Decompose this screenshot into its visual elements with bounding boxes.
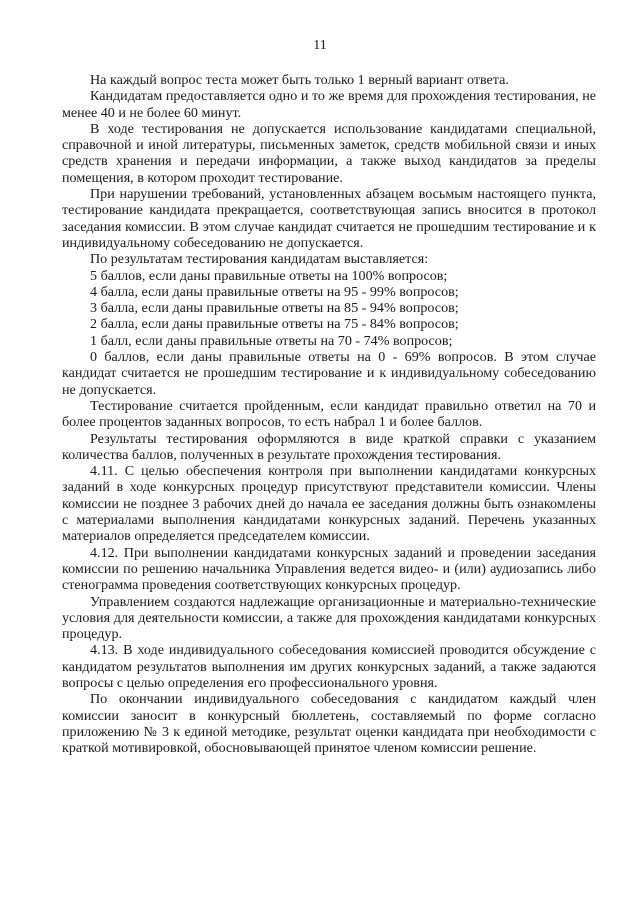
document-body xyxy=(62,72,596,756)
paragraph: По окончании индивидуального собеседования с кандидатом каждый член комиссии заносит в конкурсный бюллетень, составляемый по форме согласно приложению № 3 к единой методике, результат оценки кандидата при необходимости с краткой мотивировкой, обосновывающей принятое членом комиссии решение. xyxy=(62,691,596,757)
clause-4-13: 4.13. В ходе индивидуального собеседования комиссией проводится обсуждение с кандидатом результатов выполнения им других конкурсных заданий, а также задаются вопросы с целью определения его профессионального уровня. xyxy=(62,642,596,691)
score-item: 4 балла, если даны правильные ответы на 95 - 99% вопросов; xyxy=(90,283,459,300)
score-item: 1 балл, если даны правильные ответы на 70 - 74% вопросов; xyxy=(90,332,453,349)
score-item: 2 балла, если даны правильные ответы на 75 - 84% вопросов; xyxy=(90,316,459,333)
score-item: 5 баллов, если даны правильные ответы на 100% вопросов; xyxy=(90,267,448,284)
paragraph: Кандидатам предоставляется одно и то же время для прохождения тестирования, не менее 40 и не более 60 минут. xyxy=(62,88,596,121)
paragraph: При нарушении требований, установленных абзацем восьмым настоящего пункта, тестирование кандидата прекращается, соответствующая запись вносится в протокол заседания комиссии. В этом случае кандидат считается не прошедшим тестирование и к индивидуальному собеседованию не допускается. xyxy=(62,186,596,251)
paragraph: Управлением создаются надлежащие организационные и материально-технические условия для деятельности комиссии, а также для прохождения кандидатами конкурсных процедур. xyxy=(62,593,596,643)
page-number: 11 xyxy=(313,38,327,53)
paragraph: Тестирование считается пройденным, если кандидат правильно ответил на 70 и более процентов заданных вопросов, то есть набрал 1 и более баллов. xyxy=(62,397,596,431)
clause-4-11: 4.11. С целью обеспечения контроля при выполнении кандидатами конкурсных заданий в ходе конкурсных процедур присутствуют представители комиссии. Члены комиссии не позднее 3 рабочих дней до начала ее заседания должны быть ознакомлены с материалами выполнения кандидатами конкурсных заданий. Перечень указанных материалов определяется председателем комиссии. xyxy=(62,463,596,545)
paragraph: По результатам тестирования кандидатам выставляется: xyxy=(90,251,429,268)
paragraph: На каждый вопрос теста может быть только 1 верный вариант ответа. xyxy=(90,72,509,88)
score-item: 0 баллов, если даны правильные ответы на 0 - 69% вопросов. В этом случае кандидат считается не прошедшим тестирование и к индивидуальному собеседованию не допускается. xyxy=(62,349,596,398)
paragraph: Результаты тестирования оформляются в виде краткой справки с указанием количества баллов, полученных в результате прохождения тестирования. xyxy=(62,430,596,463)
clause-4-12: 4.12. При выполнении кандидатами конкурсных заданий и проведении заседания комиссии по решению начальника Управления ведется видео- и (или) аудиозапись либо стенограмма проведения соответствующих конкурсных процедур. xyxy=(62,544,596,594)
score-item: 3 балла, если даны правильные ответы на 85 - 94% вопросов; xyxy=(90,300,459,317)
paragraph: В ходе тестирования не допускается использование кандидатами специальной, справочной и иной литературы, письменных заметок, средств мобильной связи и иных средств хранения и передачи информации, а также выход кандидатов за пределы помещения, в котором проходит тестирование. xyxy=(62,120,596,186)
